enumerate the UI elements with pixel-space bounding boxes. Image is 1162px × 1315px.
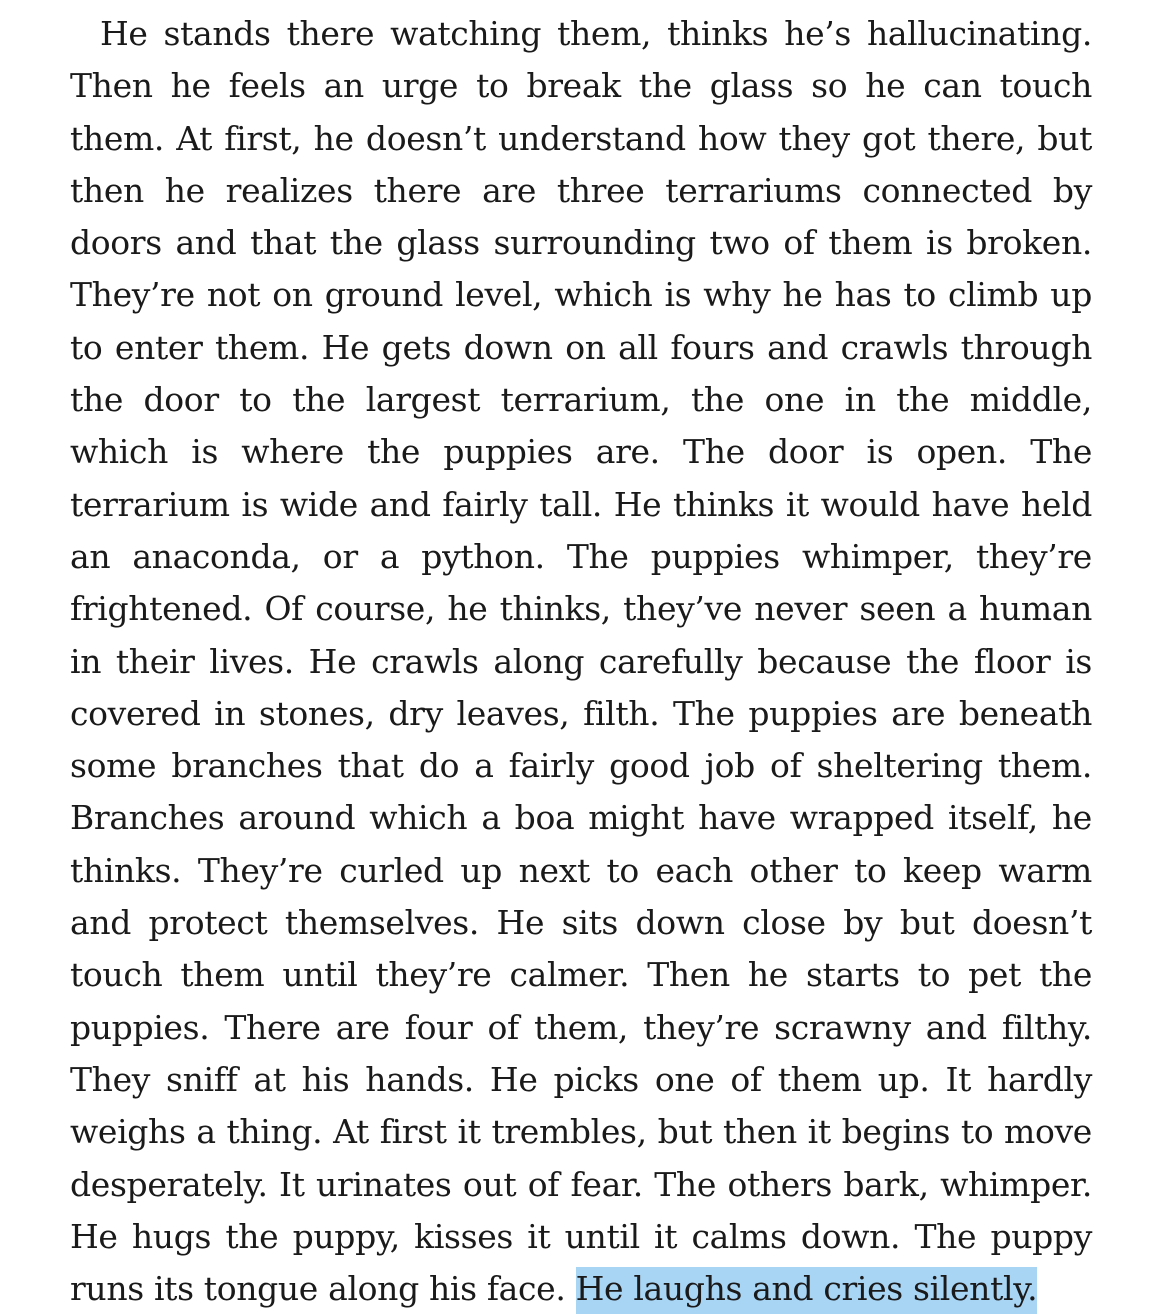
paragraph-text[interactable]: He stands there watching them, thinks he’s hallucinating. Then he feels an urge to break the glass so he can touch them. At first, he doesn’t understand how they got there, but then he realizes there are three terrariums connected by doors and that the glass surrounding two of them is broken. They’re not on ground level, which is why he has to climb up to enter them. He gets down on all fours and crawls through the door to the largest terrarium, the one in the middle, which is where the puppies are. The door is open. The terrarium is wide and fairly tall. He thinks it would have held an anaconda, or a python. The puppies whimper, they’re frightened. Of course, he thinks, they’ve never seen a human in their lives. He crawls along carefully because the floor is covered in stones, dry leaves, filth. The puppies are beneath some branches that do a fairly good job of sheltering them. Branches around which a boa might have wrapped itself, he thinks. They’re curled up next to each other to keep warm and protect themselves. He sits down close by but doesn’t touch them until they’re calmer. Then he starts to pet the puppies. There are four of them, they’re scrawny and filthy. They sniff at his hands. He picks one of them up. It hardly weighs a thing. At first it trembles, but then it begins to move desperately. It urinates out of fear. The others bark, whimper. He hugs the puppy, kisses it until it calms down. The puppy runs its tongue along his face. [70, 14, 1092, 1309]
text-highlight[interactable]: He laughs and cries silently. [576, 1267, 1038, 1314]
text-column [70, 8, 1092, 1315]
body-paragraph[interactable] [70, 8, 1092, 1315]
